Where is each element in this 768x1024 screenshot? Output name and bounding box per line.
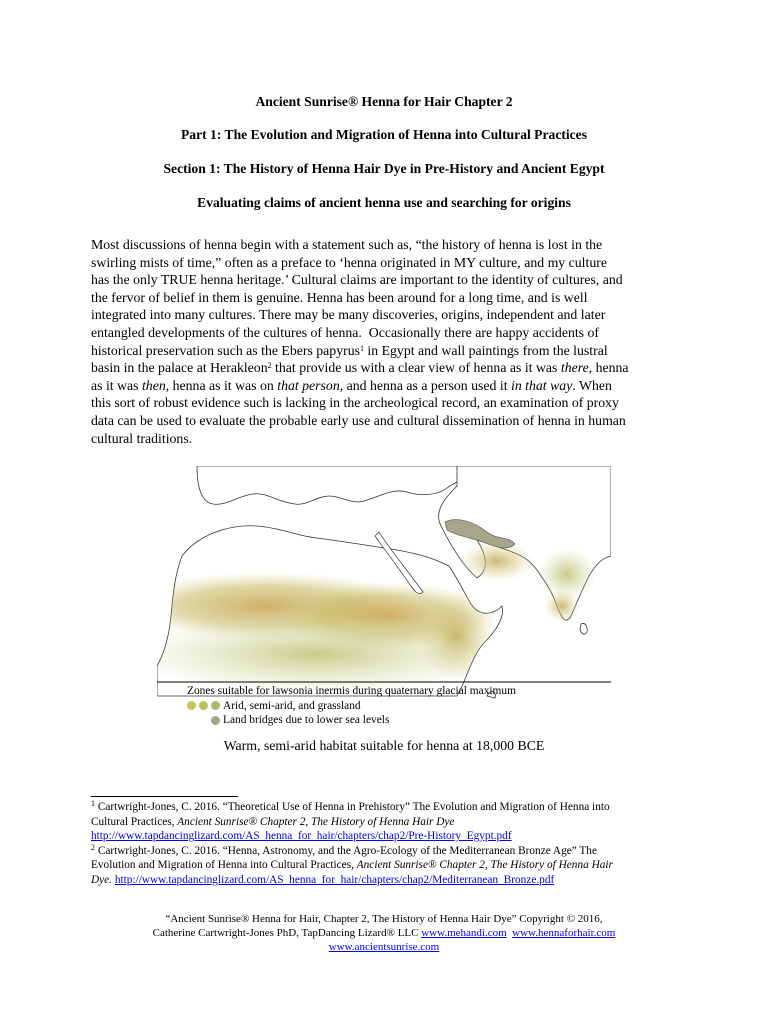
paragraph-line: integrated into many cultures. There may be many discoveries, origins, independent and later (91, 307, 606, 323)
footnote-italic: Dye. (91, 873, 115, 886)
part-title: Part 1: The Evolution and Migration of Henna into Cultural Practices (180, 127, 588, 142)
legend-item-arid (187, 699, 516, 714)
footnote-2-line (91, 858, 691, 873)
footnote-ref-2[interactable]: 2 (267, 361, 272, 371)
europe-landmass (197, 466, 487, 504)
text-run: , henna as it was on (165, 377, 278, 393)
footer-link-line (0, 940, 768, 954)
paragraph-line: Most discussions of henna begin with a statement such as, “the history of henna is lost in the (91, 237, 603, 252)
footnote-italic: Ancient Sunrise® Chapter 2, The History of Henna Hair Dye (177, 815, 455, 828)
paragraph-line (91, 342, 681, 360)
semi-arid-zone (544, 590, 580, 622)
footer-link-mehandi[interactable]: www.mehandi.com (421, 927, 507, 940)
footnote-text: Evolution and Migration of Henna into Cultural Practices, (91, 859, 357, 872)
paragraph-line: the fervor of belief in them is genuine. Henna has been around for a long time, and is well (91, 289, 588, 305)
legend-label: Land bridges due to lower sea levels (223, 714, 390, 726)
footnote-italic: Ancient Sunrise® Chapter 2, The History of Henna Hair (356, 859, 613, 872)
footnote-text: Cartwright-Jones, C. 2016. “Theoretical Use of Henna in Prehistory” The Evolution and Migration of Henna into (95, 801, 610, 813)
paragraph-line (91, 359, 681, 377)
page-footer (0, 912, 768, 955)
section-title: Section 1: The History of Henna Hair Dye in Pre-History and Ancient Egypt (163, 161, 605, 176)
legend-title-text: Zones suitable for lawsonia inermis during quaternary glacial maximum (187, 685, 516, 697)
footnote-1-link[interactable]: http://www.tapdancinglizard.com/AS_henna_for_hair/chapters/chap2/Pre-History_Egypt.pdf (91, 830, 512, 843)
text-run: . When (572, 377, 612, 393)
text-run: as it was (91, 377, 142, 393)
footnote-ref-1[interactable]: 1 (359, 343, 364, 353)
footnotes (91, 800, 691, 888)
italic-text: there (560, 360, 589, 376)
footnote-2-link[interactable]: http://www.tapdancinglizard.com/AS_henna_for_hair/chapters/chap2/Mediterranean_Bronze.pdf (114, 873, 555, 886)
map-legend (187, 684, 516, 728)
legend-swatch (187, 701, 196, 710)
chapter-title: Ancient Sunrise® Henna for Hair Chapter 2 (255, 94, 513, 109)
subsection-title: Evaluating claims of ancient henna use and searching for origins (197, 195, 571, 210)
footnote-text: Cultural Practices, (91, 815, 178, 828)
legend-swatch (211, 701, 220, 710)
habitat-zones (157, 572, 507, 694)
legend-swatch (211, 716, 220, 725)
footnote-1-line (91, 815, 691, 830)
footer-author: Catherine Cartwright-Jones PhD, TapDancing Lizard® LLC (152, 927, 422, 940)
footer-link-hennaforhair[interactable]: www.hennaforhair.com (512, 927, 616, 940)
italic-text: then (141, 377, 166, 393)
footnote-number: 1 (91, 799, 95, 808)
footnote-1-line (91, 800, 691, 815)
footnote-2-line (91, 844, 691, 859)
text-run: in Egypt and wall paintings from the lustral (363, 342, 608, 358)
text-run: that provide us with a clear view of henna as it was (271, 360, 561, 376)
body-paragraph (91, 236, 681, 447)
italic-text: that person (277, 377, 340, 393)
paragraph-line (91, 377, 681, 395)
footnote-separator (91, 796, 238, 797)
paragraph-line: has the only TRUE henna heritage.’ Cultural claims are important to the identity of cultures, and (91, 272, 623, 288)
text-run: historical preservation such as the Ebers papyrus (91, 342, 360, 358)
footer-copyright: “Ancient Sunrise® Henna for Hair, Chapter 2, The History of Henna Hair Dye” Copyright © 2016, (165, 913, 603, 925)
footer-author-line (0, 926, 768, 940)
text-run: basin in the palace at Herakleon (91, 360, 268, 376)
legend-item-land-bridge (187, 713, 516, 728)
footnote-text: Cartwright-Jones, C. 2016. “Henna, Astronomy, and the Agro-Ecology of the Mediterranean Bronze Age” The (95, 844, 597, 857)
text-run: , henna (588, 360, 629, 376)
italic-text: in that way (511, 377, 573, 393)
paragraph-line: entangled developments of the cultures of henna. Occasionally there are happy accidents of (91, 324, 599, 340)
paragraph-line: this sort of robust evidence such is lacking in the archeological record, an examination of proxy (91, 395, 619, 411)
footnote-2-line (91, 873, 691, 888)
footer-link-ancientsunrise[interactable]: www.ancientsunrise.com (328, 941, 440, 954)
legend-label: Arid, semi-arid, and grassland (223, 699, 361, 712)
text-run: , and henna as a person used it (339, 377, 511, 393)
footnote-1-line (91, 829, 691, 844)
island-landmass (580, 623, 587, 634)
legend-title (187, 684, 516, 699)
paragraph-line: cultural traditions. (91, 430, 193, 446)
footnote-number: 2 (91, 842, 95, 852)
figure-caption: Warm, semi-arid habitat suitable for henna at 18,000 BCE (223, 738, 545, 753)
paragraph-line: data can be used to evaluate the probable early use and cultural dissemination of henna in human (91, 412, 626, 428)
paragraph-line: swirling mists of time,” often as a preface to ‘henna originated in MY culture, and my culture (91, 254, 607, 270)
legend-swatch (199, 701, 208, 710)
semi-arid-zone (417, 591, 497, 681)
